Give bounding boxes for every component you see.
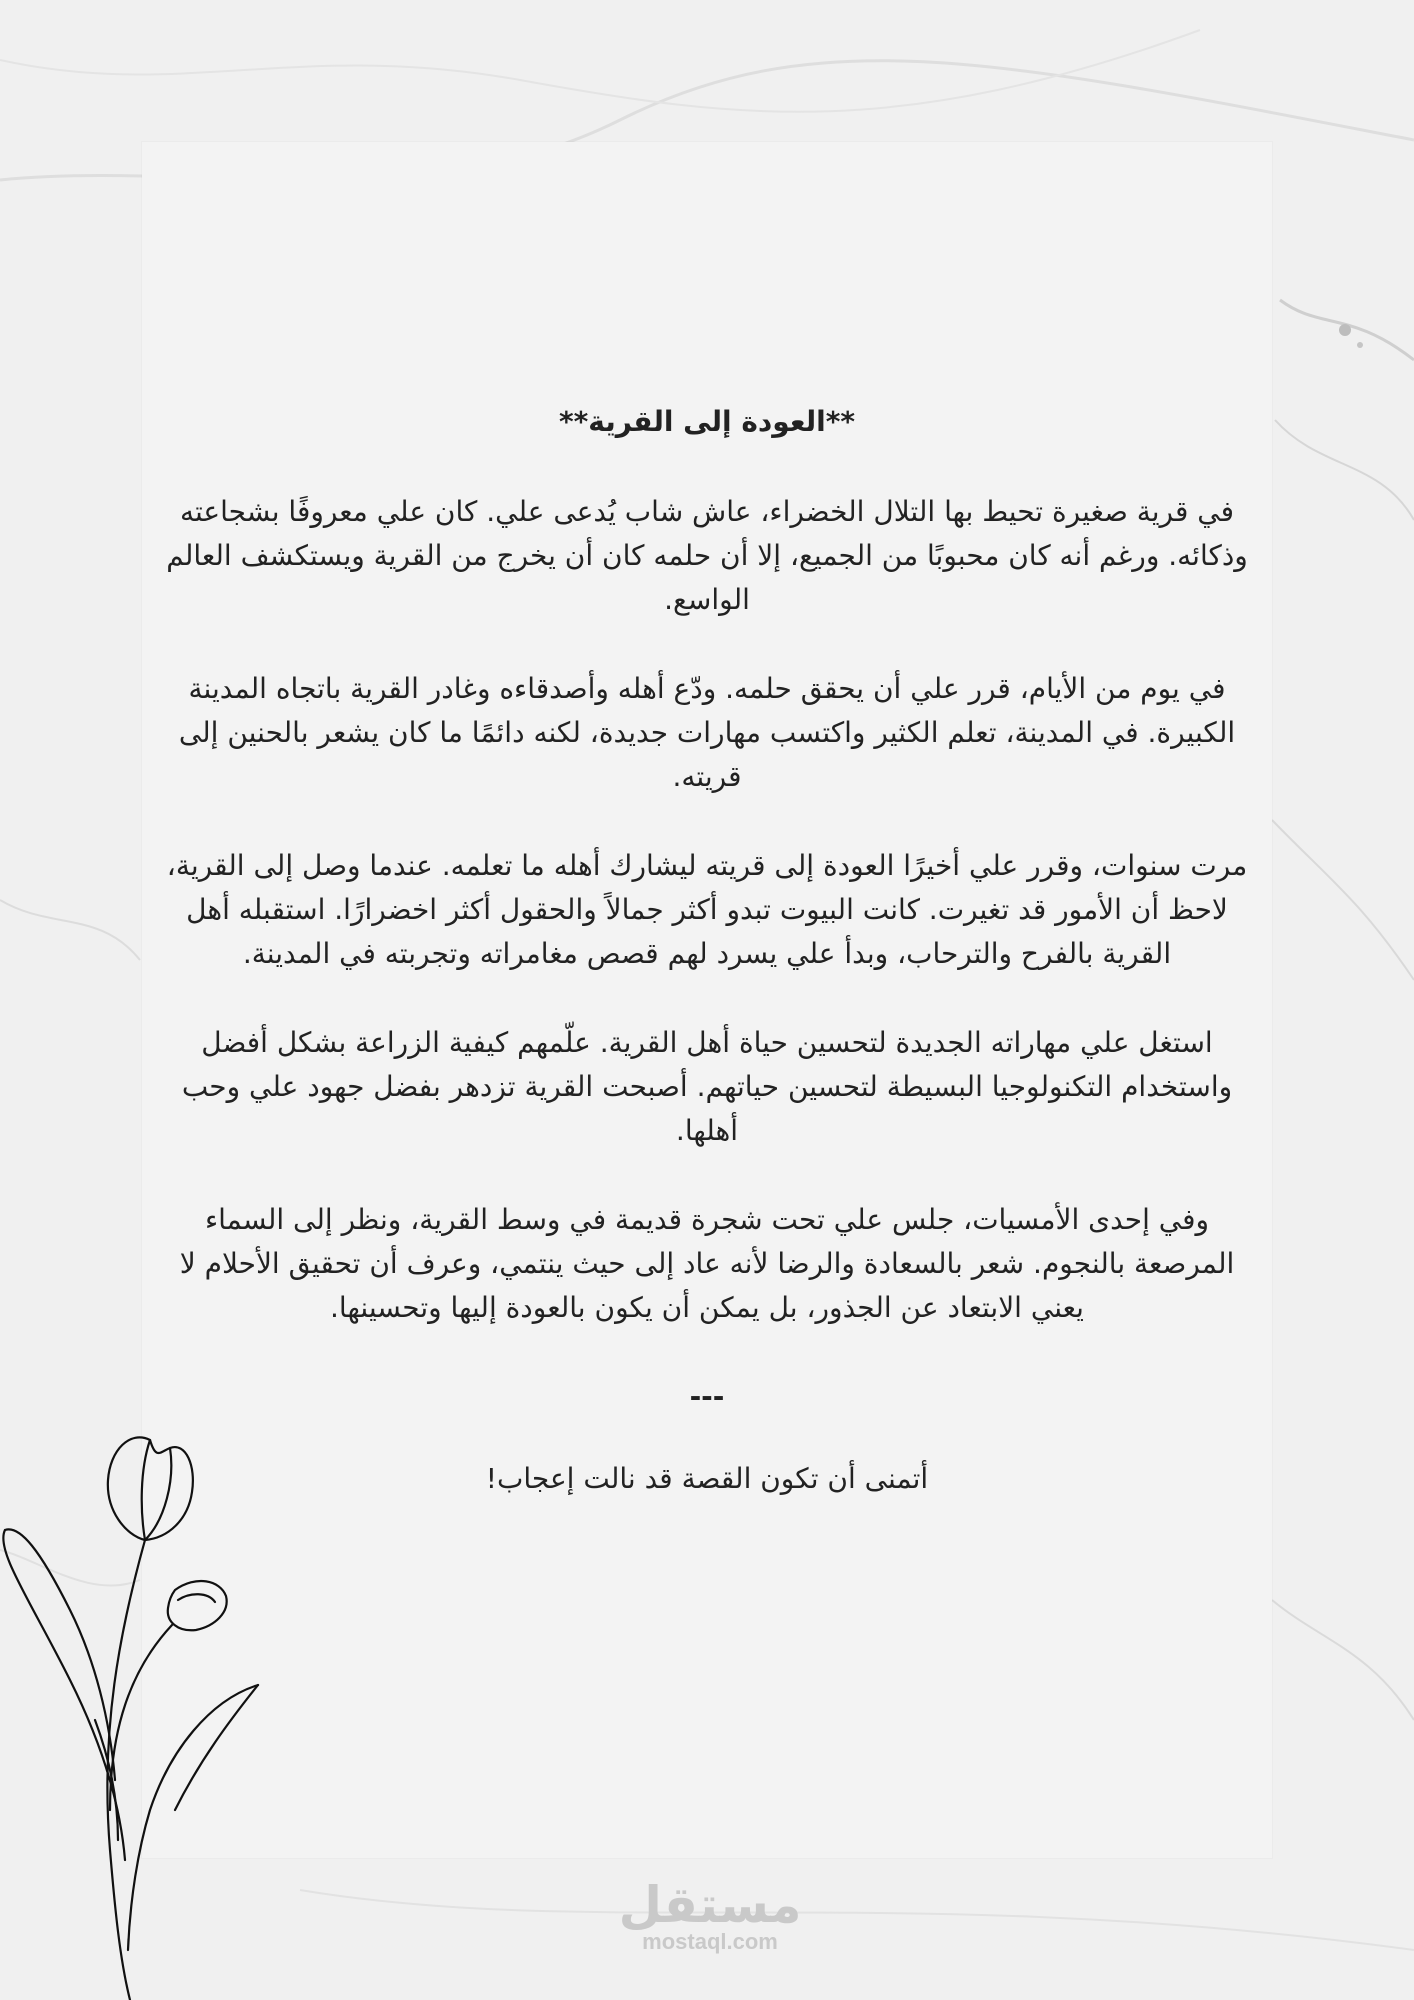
story-paragraph-4: استغل علي مهاراته الجديدة لتحسين حياة أهل القرية. علّمهم كيفية الزراعة بشكل أفضل واستخدام التكنولوجيا البسيطة لتحسين حياتهم. أصبحت القرية تزدهر بفضل جهود علي وحب أهلها.	[181, 1026, 1233, 1147]
watermark-logo: مستقل	[618, 1876, 802, 1934]
tulip-line-art-icon	[0, 1430, 270, 2000]
watermark-url: mostaql.com	[642, 1929, 778, 1954]
story-title: **العودة إلى القرية**	[558, 405, 856, 438]
story-paragraph-3: مرت سنوات، وقرر علي أخيرًا العودة إلى قريته ليشارك أهله ما تعلمه. عندما وصل إلى القرية، لاحظ أن الأمور قد تغيرت. كانت البيوت تبدو أكثر جمالاً والحقول أكثر اخضرارًا. استقبله أهل القرية بالفرح والترحاب، وبدأ علي يسرد لهم قصص مغامراته وتجربته في المدينة.	[166, 849, 1248, 970]
story-separator: ---	[689, 1380, 725, 1413]
story-paragraph-1: في قرية صغيرة تحيط بها التلال الخضراء، عاش شاب يُدعى علي. كان علي معروفًا بشجاعته وذكائه. ورغم أنه كان محبوبًا من الجميع، إلا أن حلمه كان أن يخرج من القرية ويستكشف العالم الواسع.	[166, 495, 1248, 616]
watermark	[600, 1876, 820, 1954]
story-paragraph-5: وفي إحدى الأمسيات، جلس علي تحت شجرة قديمة في وسط القرية، ونظر إلى السماء المرصعة بالنجوم. شعر بالسعادة والرضا لأنه عاد إلى حيث ينتمي، وعرف أن تحقيق الأحلام لا يعني الابتعاد عن الجذور، بل يمكن أن يكون بالعودة إليها وتحسينها.	[179, 1203, 1235, 1324]
story-text	[142, 400, 1272, 1546]
story-paragraph-2: في يوم من الأيام، قرر علي أن يحقق حلمه. ودّع أهله وأصدقاءه وغادر القرية باتجاه المدينة الكبيرة. في المدينة، تعلم الكثير واكتسب مهارات جديدة، لكنه دائمًا ما كان يشعر بالحنين إلى قريته.	[178, 672, 1236, 793]
story-closing: أتمنى أن تكون القصة قد نالت إعجاب!	[485, 1462, 929, 1495]
